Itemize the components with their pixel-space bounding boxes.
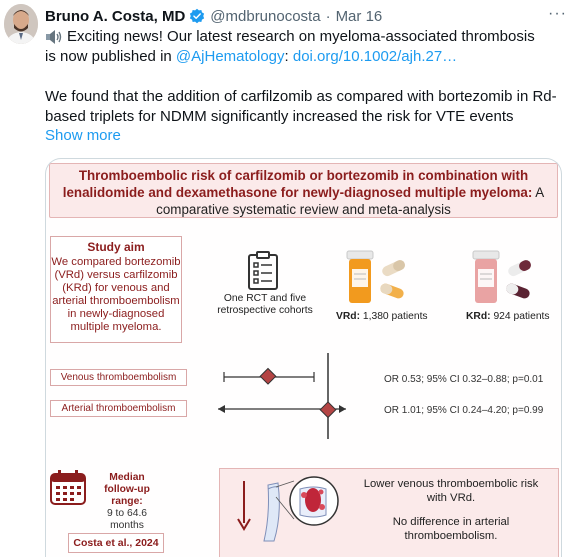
arterial-ci-arrow-left <box>218 405 225 413</box>
followup-title: Median follow-up range: <box>104 472 150 507</box>
vrd-pill-bottle-icon <box>344 251 416 307</box>
mention-link[interactable]: @AjHematology <box>175 48 285 65</box>
conclusion-text <box>358 477 544 543</box>
doi-link[interactable]: doi.org/10.1002/ajh.27… <box>292 48 458 65</box>
venous-or-text: OR 0.53; 95% CI 0.32–0.88; p=0.01 <box>384 374 544 385</box>
post-date[interactable]: Mar 16 <box>335 7 383 25</box>
krd-count: 924 patients <box>490 311 550 322</box>
venous-outcome-label: Venous thromboembolism <box>50 369 187 386</box>
study-aim-text: We compared bortezomib (VRd) versus carfilzomib (KRd) for venous and arterial thromboembolism in newly-diagnosed multiple myeloma. <box>51 256 181 333</box>
abstract-title-bold: Thromboembolic risk of carfilzomib or bortezomib in combination with lenalidomide and dexamethasone for newly-diagnosed multiple myeloma: <box>62 168 533 200</box>
attached-image[interactable] <box>45 158 562 557</box>
followup-value: 9 to 64.6 months <box>106 508 148 531</box>
vrd-patients <box>336 311 428 322</box>
down-arrow-icon <box>236 481 252 529</box>
forest-plot <box>218 353 348 449</box>
show-more-link[interactable]: Show more <box>45 127 121 144</box>
krd-patients <box>466 311 550 322</box>
avatar[interactable] <box>4 4 38 44</box>
loudspeaker-icon <box>45 29 63 45</box>
study-aim-title: Study aim <box>87 240 145 254</box>
arterial-estimate-row <box>218 402 346 418</box>
studies-description: One RCT and five retrospective cohorts <box>217 293 313 316</box>
vein-thrombus-icon <box>260 475 350 545</box>
vrd-label: VRd: <box>336 311 361 322</box>
conclusion-venous: Lower venous thromboembolic risk with VRd. <box>363 478 539 504</box>
followup-text <box>92 472 162 532</box>
post-text-line2-prefix: is now published in <box>45 48 176 65</box>
author-name[interactable]: Bruno A. Costa, MD <box>45 7 186 25</box>
arterial-ci-arrow-right <box>339 405 346 413</box>
verified-badge-icon <box>189 8 205 24</box>
post-text-line1: Exciting news! Our latest research on myeloma-associated thrombosis <box>67 28 535 45</box>
arterial-point-estimate <box>320 402 336 418</box>
post-header <box>45 6 569 26</box>
arterial-outcome-label: Arterial thromboembolism <box>50 400 187 417</box>
separator-dot: · <box>325 7 331 25</box>
vrd-count: 1,380 patients <box>360 311 428 322</box>
venous-estimate-row <box>224 369 314 385</box>
post-text <box>45 27 570 127</box>
abstract-title-rest: A comparative systematic review and meta-analysis <box>156 185 545 217</box>
conclusion-arterial: No difference in arterial thromboembolism. <box>392 516 510 542</box>
more-options-icon[interactable]: ··· <box>548 5 567 22</box>
krd-pill-bottle-icon <box>470 251 542 307</box>
avatar-photo <box>4 4 38 44</box>
author-handle[interactable]: @mdbrunocosta <box>210 7 321 25</box>
post-text-paragraph2: We found that the addition of carfilzomib as compared with bortezomib in Rd-based triplets for NDMM significantly increased the risk for VTE events <box>45 88 557 125</box>
venous-point-estimate <box>260 369 276 385</box>
calendar-icon <box>50 470 86 506</box>
citation-label: Costa et al., 2024 <box>68 533 164 553</box>
clipboard-icon <box>246 251 280 291</box>
arterial-or-text: OR 1.01; 95% CI 0.24–4.20; p=0.99 <box>384 405 544 416</box>
study-aim-box <box>50 236 182 343</box>
krd-label: KRd: <box>466 311 491 322</box>
abstract-title <box>49 163 558 218</box>
post-text-sep: : <box>284 48 293 65</box>
